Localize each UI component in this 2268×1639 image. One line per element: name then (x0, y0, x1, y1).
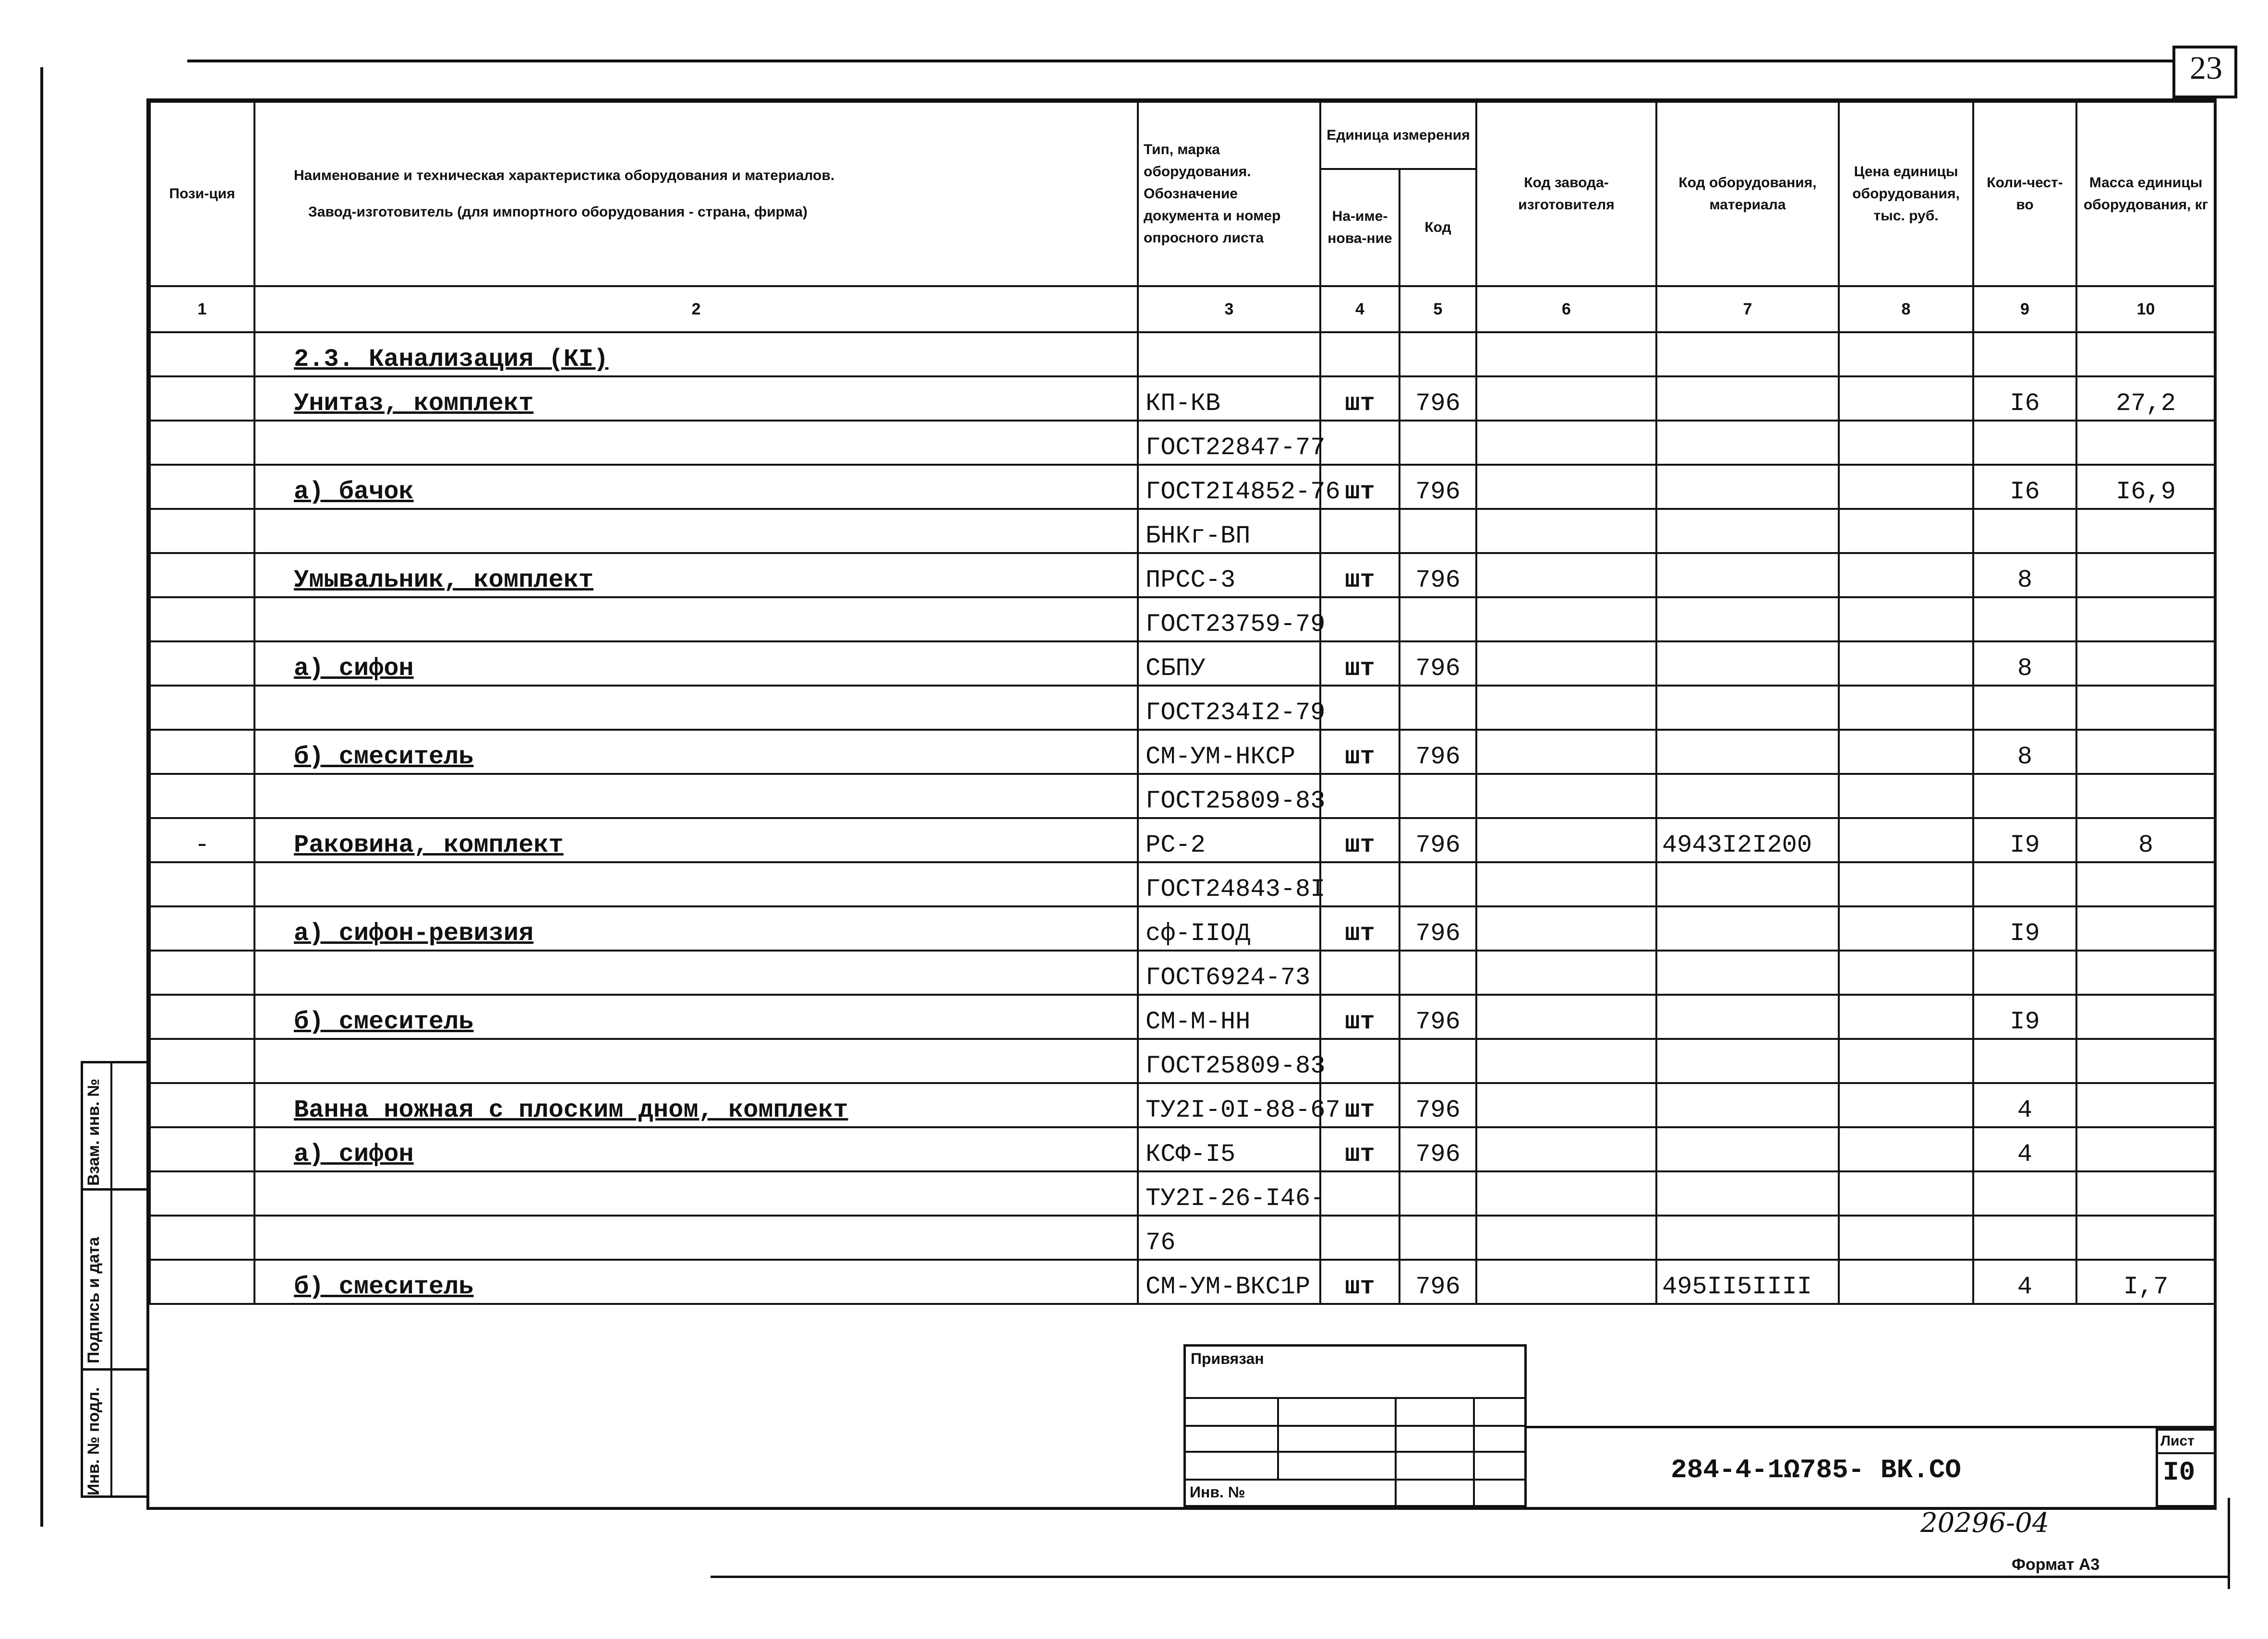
cell-name: б) смеситель (254, 995, 1138, 1039)
cell-mass (2076, 1171, 2215, 1216)
cell-mass: I,7 (2076, 1260, 2215, 1304)
cell-maker-code (1476, 553, 1656, 597)
cell-equipment-code: 495II5IIII (1656, 1260, 1839, 1304)
side-stamp-podpis: Подпись и дата (84, 1237, 103, 1363)
cell-unit: шт (1320, 730, 1399, 774)
table-row (150, 1039, 2215, 1083)
cell-type: ГОСТ23759-79 (1138, 597, 1320, 641)
cell-unit-code (1399, 862, 1476, 906)
cell-unit-code: 796 (1399, 1260, 1476, 1304)
privyazan-label: Привязан (1191, 1350, 1264, 1367)
cell-name (254, 509, 1138, 553)
header-equipment-code: Код оборудования, материала (1656, 102, 1839, 286)
cell-unit: шт (1320, 1083, 1399, 1127)
privyazan-row-line (1183, 1425, 1527, 1427)
column-number: 6 (1476, 286, 1656, 332)
cell-price (1839, 597, 1973, 641)
cell-price (1839, 774, 1973, 818)
cell-price (1839, 1260, 1973, 1304)
cell-price (1839, 906, 1973, 951)
header-maker-code: Код завода-изготовителя (1476, 102, 1656, 286)
cell-quantity: 4 (1973, 1127, 2076, 1171)
cell-equipment-code (1656, 995, 1839, 1039)
column-number: 8 (1839, 286, 1973, 332)
cell-mass (2076, 995, 2215, 1039)
cell-quantity (1973, 951, 2076, 995)
cell-unit-code: 796 (1399, 553, 1476, 597)
cell-unit (1320, 421, 1399, 465)
cell-price (1839, 730, 1973, 774)
cell-price (1839, 376, 1973, 421)
cell-unit (1320, 1171, 1399, 1216)
specification-body (150, 332, 2215, 1304)
cell-type: ТУ2I-0I-88-67 (1138, 1083, 1320, 1127)
cell-quantity (1973, 1039, 2076, 1083)
header-unit-name: На-име-нова-ние (1320, 169, 1399, 286)
cell-name: Раковина, комплект (254, 818, 1138, 862)
cell-position (150, 1083, 254, 1127)
cell-unit-code: 796 (1399, 465, 1476, 509)
column-number: 4 (1320, 286, 1399, 332)
cell-maker-code (1476, 1260, 1656, 1304)
cell-name: б) смеситель (254, 730, 1138, 774)
cell-mass: 8 (2076, 818, 2215, 862)
cell-unit-code: 796 (1399, 730, 1476, 774)
cell-price (1839, 465, 1973, 509)
cell-price (1839, 686, 1973, 730)
cell-type (1138, 332, 1320, 376)
cell-mass (2076, 774, 2215, 818)
column-number: 7 (1656, 286, 1839, 332)
cell-unit-code: 796 (1399, 995, 1476, 1039)
privyazan-row-line (1183, 1397, 1527, 1399)
cell-position (150, 862, 254, 906)
cell-type: КП-КВ (1138, 376, 1320, 421)
column-numbers-row (150, 286, 2215, 332)
cell-quantity: 8 (1973, 553, 2076, 597)
cell-position (150, 906, 254, 951)
cell-quantity (1973, 774, 2076, 818)
privyazan-col-line (1277, 1397, 1279, 1479)
cell-maker-code (1476, 995, 1656, 1039)
cell-maker-code (1476, 1127, 1656, 1171)
table-row (150, 1083, 2215, 1127)
cell-type: ГОСТ2I4852-76 (1138, 465, 1320, 509)
cell-equipment-code (1656, 1083, 1839, 1127)
cell-mass (2076, 421, 2215, 465)
table-row (150, 862, 2215, 906)
cell-maker-code (1476, 730, 1656, 774)
cell-equipment-code (1656, 951, 1839, 995)
privyazan-row-line (1183, 1451, 1527, 1453)
cell-type: ТУ2I-26-I46- (1138, 1171, 1320, 1216)
header-unit: Единица измерения (1320, 102, 1476, 169)
table-row (150, 641, 2215, 686)
cell-name: а) сифон (254, 1127, 1138, 1171)
table-row (150, 421, 2215, 465)
cell-name (254, 1171, 1138, 1216)
cell-unit (1320, 951, 1399, 995)
cell-maker-code (1476, 509, 1656, 553)
cell-type: ГОСТ24843-8I (1138, 862, 1320, 906)
cell-position (150, 1039, 254, 1083)
cell-maker-code (1476, 818, 1656, 862)
table-row (150, 332, 2215, 376)
cell-maker-code (1476, 774, 1656, 818)
cell-unit-code: 796 (1399, 1083, 1476, 1127)
cell-type: сф-IIОД (1138, 906, 1320, 951)
header-row (150, 102, 2215, 169)
cell-type: ГОСТ234I2-79 (1138, 686, 1320, 730)
cell-equipment-code (1656, 730, 1839, 774)
cell-quantity: 8 (1973, 730, 2076, 774)
cell-name (254, 862, 1138, 906)
cell-maker-code (1476, 1171, 1656, 1216)
header-quantity: Коли-чест-во (1973, 102, 2076, 286)
page-number: 23 (2190, 49, 2222, 86)
format-label: Формат А3 (2012, 1555, 2100, 1574)
top-border-line (187, 60, 2175, 62)
cell-quantity: I6 (1973, 376, 2076, 421)
side-stamp-inner-line (110, 1061, 112, 1498)
cell-quantity (1973, 862, 2076, 906)
side-stamp-divider (81, 1188, 149, 1191)
cell-equipment-code: 4943I2I200 (1656, 818, 1839, 862)
cell-unit (1320, 332, 1399, 376)
cell-name: а) сифон (254, 641, 1138, 686)
privyazan-col-line (1395, 1397, 1397, 1507)
cell-name: а) сифон-ревизия (254, 906, 1138, 951)
cell-price (1839, 1216, 1973, 1260)
header-price: Цена единицы оборудования, тыс. руб. (1839, 102, 1973, 286)
cell-position (150, 1171, 254, 1216)
cell-maker-code (1476, 421, 1656, 465)
cell-price (1839, 1039, 1973, 1083)
cell-position: - (150, 818, 254, 862)
cell-position (150, 995, 254, 1039)
cell-price (1839, 641, 1973, 686)
cell-equipment-code (1656, 774, 1839, 818)
cell-quantity (1973, 1216, 2076, 1260)
side-stamp-divider (81, 1368, 149, 1371)
header-name (254, 102, 1138, 286)
header-type: Тип, марка оборудования. Обозначение документа и номер опросного листа (1138, 102, 1320, 286)
cell-type: 76 (1138, 1216, 1320, 1260)
cell-unit-code (1399, 509, 1476, 553)
cell-unit-code (1399, 1039, 1476, 1083)
cell-unit-code: 796 (1399, 641, 1476, 686)
cell-mass (2076, 951, 2215, 995)
cell-equipment-code (1656, 1171, 1839, 1216)
cell-type: РС-2 (1138, 818, 1320, 862)
cell-name: Умывальник, комплект (254, 553, 1138, 597)
table-row (150, 376, 2215, 421)
cell-quantity (1973, 332, 2076, 376)
header-unit-code: Код (1399, 169, 1476, 286)
cell-position (150, 1127, 254, 1171)
table-row (150, 1127, 2215, 1171)
cell-maker-code (1476, 1216, 1656, 1260)
bottom-border-line (711, 1576, 2228, 1578)
cell-price (1839, 553, 1973, 597)
cell-unit: шт (1320, 465, 1399, 509)
privyazan-col-line (1473, 1397, 1475, 1507)
cell-mass (2076, 1039, 2215, 1083)
cell-equipment-code (1656, 1039, 1839, 1083)
cell-equipment-code (1656, 332, 1839, 376)
table-row (150, 1260, 2215, 1304)
table-row (150, 1171, 2215, 1216)
cell-type: КСФ-I5 (1138, 1127, 1320, 1171)
sheet-value: I0 (2163, 1457, 2196, 1488)
column-number: 9 (1973, 286, 2076, 332)
table-row (150, 774, 2215, 818)
cell-quantity: 4 (1973, 1083, 2076, 1127)
table-row (150, 818, 2215, 862)
header-name-line1: Наименование и техническая характеристика оборудования и материалов. (294, 168, 835, 183)
cell-type: ГОСТ25809-83 (1138, 1039, 1320, 1083)
cell-quantity: I9 (1973, 906, 2076, 951)
table-row (150, 730, 2215, 774)
cell-unit: шт (1320, 995, 1399, 1039)
cell-mass (2076, 332, 2215, 376)
cell-maker-code (1476, 862, 1656, 906)
cell-equipment-code (1656, 862, 1839, 906)
sheet-box-divider (2156, 1452, 2217, 1454)
side-stamp-vzam: Взам. инв. № (84, 1078, 103, 1186)
cell-type: СМ-УМ-ВКС1Р (1138, 1260, 1320, 1304)
cell-quantity: I9 (1973, 818, 2076, 862)
cell-mass (2076, 597, 2215, 641)
cell-position (150, 774, 254, 818)
table-row (150, 553, 2215, 597)
table-row (150, 906, 2215, 951)
cell-name: а) бачок (254, 465, 1138, 509)
cell-unit: шт (1320, 1260, 1399, 1304)
cell-mass (2076, 862, 2215, 906)
cell-maker-code (1476, 465, 1656, 509)
cell-unit-code (1399, 774, 1476, 818)
cell-name (254, 774, 1138, 818)
cell-equipment-code (1656, 906, 1839, 951)
cell-unit: шт (1320, 376, 1399, 421)
cell-mass (2076, 641, 2215, 686)
cell-unit-code (1399, 597, 1476, 641)
cell-unit: шт (1320, 906, 1399, 951)
cell-unit (1320, 597, 1399, 641)
cell-name: 2.3. Канализация (КI) (254, 332, 1138, 376)
cell-unit-code (1399, 1216, 1476, 1260)
cell-equipment-code (1656, 553, 1839, 597)
cell-equipment-code (1656, 509, 1839, 553)
column-number: 1 (150, 286, 254, 332)
cell-quantity (1973, 1171, 2076, 1216)
cell-position (150, 1260, 254, 1304)
cell-quantity (1973, 686, 2076, 730)
cell-equipment-code (1656, 1216, 1839, 1260)
cell-price (1839, 995, 1973, 1039)
cell-position (150, 509, 254, 553)
cell-maker-code (1476, 641, 1656, 686)
handwritten-number: 20296-04 (1920, 1507, 2050, 1539)
cell-type: ГОСТ25809-83 (1138, 774, 1320, 818)
cell-position (150, 641, 254, 686)
cell-quantity: I6 (1973, 465, 2076, 509)
cell-unit (1320, 862, 1399, 906)
cell-name (254, 686, 1138, 730)
cell-mass (2076, 686, 2215, 730)
cell-mass (2076, 1083, 2215, 1127)
cell-price (1839, 332, 1973, 376)
cell-unit-code: 796 (1399, 376, 1476, 421)
cell-type: БНКг-ВП (1138, 509, 1320, 553)
cell-type: СМ-М-НН (1138, 995, 1320, 1039)
cell-quantity (1973, 421, 2076, 465)
cell-equipment-code (1656, 1127, 1839, 1171)
cell-name: б) смеситель (254, 1260, 1138, 1304)
column-number: 2 (254, 286, 1138, 332)
cell-price (1839, 862, 1973, 906)
cell-unit (1320, 1216, 1399, 1260)
header-mass: Масса единицы оборудования, кг (2076, 102, 2215, 286)
cell-position (150, 332, 254, 376)
sheet-label: Лист (2160, 1433, 2195, 1449)
header-name-line2: Завод-изготовитель (для импортного оборудования - страна, фирма) (308, 204, 808, 220)
cell-maker-code (1476, 376, 1656, 421)
cell-maker-code (1476, 686, 1656, 730)
cell-position (150, 376, 254, 421)
cell-maker-code (1476, 906, 1656, 951)
cell-quantity (1973, 509, 2076, 553)
cell-unit-code (1399, 951, 1476, 995)
cell-price (1839, 951, 1973, 995)
cell-type: ПРСС-3 (1138, 553, 1320, 597)
cell-unit: шт (1320, 818, 1399, 862)
cell-unit-code (1399, 421, 1476, 465)
privyazan-row-line (1183, 1479, 1527, 1481)
cell-position (150, 421, 254, 465)
cell-unit-code: 796 (1399, 818, 1476, 862)
cell-position (150, 597, 254, 641)
cell-mass: 27,2 (2076, 376, 2215, 421)
cell-mass (2076, 509, 2215, 553)
cell-price (1839, 1127, 1973, 1171)
table-row (150, 597, 2215, 641)
cell-quantity (1973, 597, 2076, 641)
table-row (150, 1216, 2215, 1260)
cell-name: Унитаз, комплект (254, 376, 1138, 421)
inv-number-label: Инв. № (1190, 1483, 1245, 1501)
left-border-line (40, 67, 43, 1527)
cell-type: СМ-УМ-НКСР (1138, 730, 1320, 774)
cell-mass: I6,9 (2076, 465, 2215, 509)
cell-quantity: 8 (1973, 641, 2076, 686)
cell-equipment-code (1656, 421, 1839, 465)
cell-unit: шт (1320, 641, 1399, 686)
document-number: 284-4-1Ω785- ВК.СО (1671, 1455, 1961, 1485)
cell-position (150, 1216, 254, 1260)
cell-maker-code (1476, 332, 1656, 376)
cell-equipment-code (1656, 465, 1839, 509)
cell-quantity: I9 (1973, 995, 2076, 1039)
cell-unit-code (1399, 686, 1476, 730)
cell-unit: шт (1320, 1127, 1399, 1171)
column-number: 5 (1399, 286, 1476, 332)
cell-equipment-code (1656, 686, 1839, 730)
title-block-top-line (1527, 1426, 2217, 1428)
right-border-line (2228, 1498, 2230, 1589)
cell-mass (2076, 730, 2215, 774)
cell-price (1839, 509, 1973, 553)
cell-unit-code: 796 (1399, 906, 1476, 951)
cell-type: ГОСТ6924-73 (1138, 951, 1320, 995)
cell-maker-code (1476, 1083, 1656, 1127)
cell-maker-code (1476, 951, 1656, 995)
cell-equipment-code (1656, 597, 1839, 641)
cell-name (254, 421, 1138, 465)
cell-position (150, 465, 254, 509)
table-row (150, 951, 2215, 995)
cell-position (150, 686, 254, 730)
cell-equipment-code (1656, 376, 1839, 421)
table-row (150, 686, 2215, 730)
specification-table (149, 101, 2216, 1305)
cell-name: Ванна ножная с плоским дном, комплект (254, 1083, 1138, 1127)
column-number: 10 (2076, 286, 2215, 332)
cell-position (150, 553, 254, 597)
cell-unit-code (1399, 1171, 1476, 1216)
cell-name (254, 1039, 1138, 1083)
cell-name (254, 597, 1138, 641)
cell-mass (2076, 1216, 2215, 1260)
cell-price (1839, 421, 1973, 465)
table-row (150, 465, 2215, 509)
cell-price (1839, 1083, 1973, 1127)
cell-maker-code (1476, 1039, 1656, 1083)
cell-name (254, 1216, 1138, 1260)
cell-unit (1320, 1039, 1399, 1083)
column-number: 3 (1138, 286, 1320, 332)
header-position: Пози-ция (150, 102, 254, 286)
cell-quantity: 4 (1973, 1260, 2076, 1304)
cell-unit-code (1399, 332, 1476, 376)
cell-unit (1320, 686, 1399, 730)
cell-unit (1320, 774, 1399, 818)
table-row (150, 509, 2215, 553)
cell-unit: шт (1320, 553, 1399, 597)
cell-type: СБПУ (1138, 641, 1320, 686)
side-stamp-inv: Инв. № подл. (84, 1387, 103, 1495)
cell-position (150, 730, 254, 774)
cell-position (150, 951, 254, 995)
cell-unit (1320, 509, 1399, 553)
cell-type: ГОСТ22847-77 (1138, 421, 1320, 465)
cell-maker-code (1476, 597, 1656, 641)
cell-price (1839, 818, 1973, 862)
cell-name (254, 951, 1138, 995)
cell-price (1839, 1171, 1973, 1216)
cell-equipment-code (1656, 641, 1839, 686)
cell-mass (2076, 553, 2215, 597)
cell-mass (2076, 906, 2215, 951)
table-row (150, 995, 2215, 1039)
cell-mass (2076, 1127, 2215, 1171)
cell-unit-code: 796 (1399, 1127, 1476, 1171)
